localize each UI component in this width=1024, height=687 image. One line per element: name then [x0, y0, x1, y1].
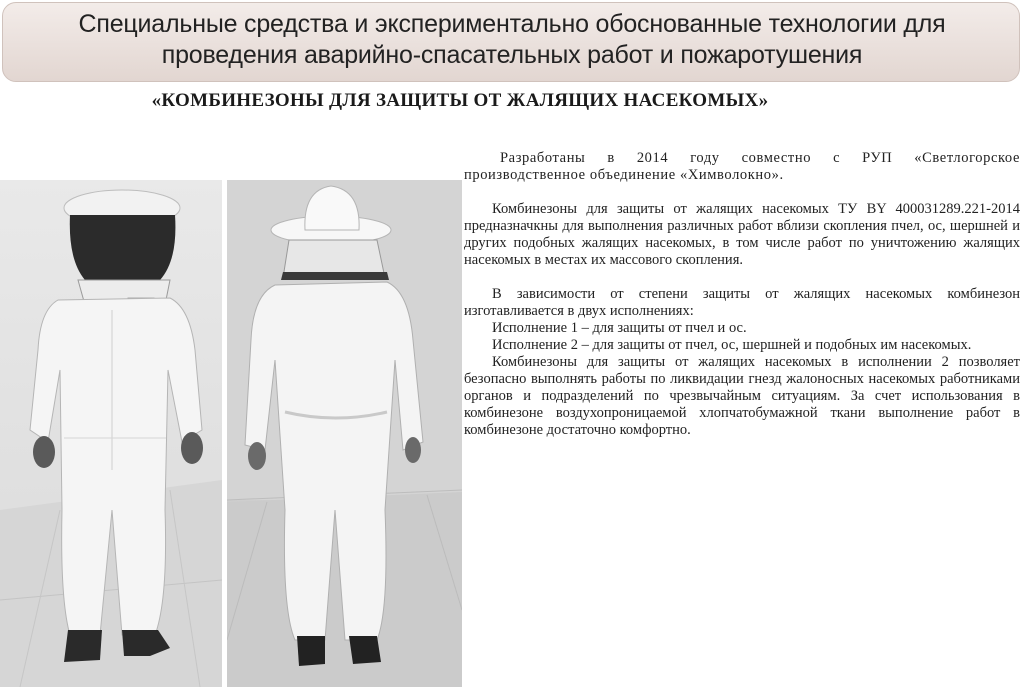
header-banner [2, 2, 1020, 82]
description-text [464, 150, 1020, 439]
banner-line-1: Специальные средства и экспериментально обоснованные технологии для [78, 10, 946, 38]
option-2: Исполнение 2 – для защиты от пчел, ос, шершней и подобных им насекомых. [492, 337, 972, 353]
paragraph-versions: В зависимости от степени защиты от жалящих насекомых комбинезон изготавливается в двух исполнениях: [464, 286, 1020, 319]
paragraph-usage: Комбинезоны для защиты от жалящих насекомых в исполнении 2 позволяет безопасно выполнять работы по ликвидации гнезд жалоносных насекомых работниками органов и подразделений по чрезвычайным ситуациям. За счет использования в комбинезоне воздухопроницаемой хлопчатобумажной ткани выполнение работ в комбинезоне достаточно комфортно. [464, 354, 1020, 438]
option-1: Исполнение 1 – для защиты от пчел и ос. [492, 320, 747, 336]
banner-heading [3, 9, 1021, 71]
banner-line-2: проведения аварийно-спасательных работ и пожаротушения [161, 41, 863, 69]
suit-back-figure [227, 180, 462, 687]
photo-suit-back [227, 180, 462, 687]
page-title: «КОМБИНЕЗОНЫ ДЛЯ ЗАЩИТЫ ОТ ЖАЛЯЩИХ НАСЕКОМЫХ» [151, 90, 769, 111]
paragraph-purpose: Комбинезоны для защиты от жалящих насекомых ТУ BY 400031289.221-2014 предназначкны для выполнения различных работ вблизи скопления пчел, ос, шершней и других подобных жалящих насекомых, в том числе работ по уничтожению жалящих насекомых в местах их массового скопления. [464, 201, 1020, 268]
photo-suit-front [0, 180, 222, 687]
suit-front-figure [0, 180, 222, 687]
intro-paragraph: Разработаны в 2014 году совместно с РУП «Светлогорское производственное объединение «Химволокно». [464, 150, 1020, 183]
